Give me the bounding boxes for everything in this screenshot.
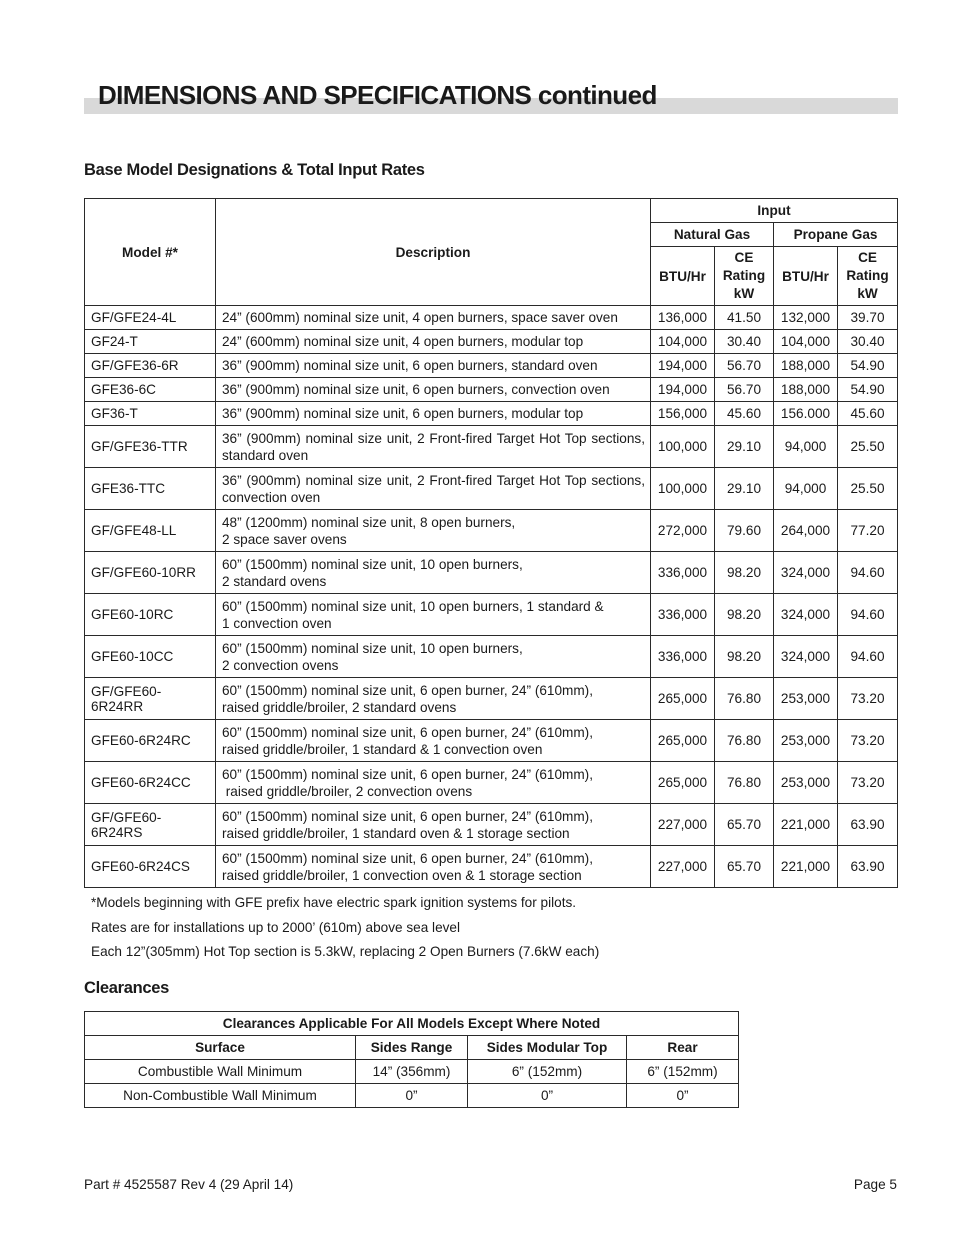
table-row [85,636,898,678]
model-cell: GFE36-TTC [85,468,216,510]
description-line: 36” (900mm) nominal size unit, 6 open burners, modular top [222,406,584,421]
clearance-cell: Combustible Wall Minimum [85,1060,356,1084]
clearance-cell: 0” [627,1084,739,1108]
ng-kw-cell: 98.20 [715,636,774,678]
table-row [85,426,898,468]
model-cell: GFE60-6R24RC [85,720,216,762]
description-cell [216,846,651,888]
model-cell: GFE60-6R24CC [85,762,216,804]
model-cell: GF/GFE24-4L [85,306,216,330]
description-cell [216,594,651,636]
description-line: 24” (600mm) nominal size unit, 4 open burners, modular top [222,334,584,349]
clearance-header-sides-modular-top: Sides Modular Top [468,1036,627,1060]
pg-kw-cell: 94.60 [838,594,898,636]
footnote-gfe-prefix: *Models beginning with GFE prefix have electric spark ignition systems for pilots. [91,895,577,910]
ng-kw-cell: 98.20 [715,594,774,636]
description-line: 1 convection oven [222,615,332,631]
description-line: raised griddle/broiler, 2 standard ovens [222,699,457,715]
ng-btu-cell: 265,000 [651,720,715,762]
pg-btu-cell: 324,000 [774,636,838,678]
page-number: Page 5 [853,1177,897,1192]
ng-kw-cell: 76.80 [715,678,774,720]
ng-btu-cell: 156,000 [651,402,715,426]
pg-kw-cell: 73.20 [838,678,898,720]
pg-kw-cell: 25.50 [838,468,898,510]
model-cell: GFE36-6C [85,378,216,402]
description-cell [216,402,651,426]
pg-kw-cell: 39.70 [838,306,898,330]
description-line: 60” (1500mm) nominal size unit, 10 open burners, [222,640,523,656]
ng-btu-cell: 100,000 [651,426,715,468]
pg-kw-cell: 45.60 [838,402,898,426]
description-cell [216,678,651,720]
clearance-cell: 0” [468,1084,627,1108]
footnote-altitude: Rates are for installations up to 2000’ (610m) above sea level [91,920,461,935]
clearance-cell: 6” (152mm) [627,1060,739,1084]
pg-btu-cell: 264,000 [774,510,838,552]
description-line: 48” (1200mm) nominal size unit, 8 open burners, [222,514,516,530]
description-line: 2 space saver ovens [222,531,347,547]
ng-btu-cell: 265,000 [651,678,715,720]
pg-btu-cell: 324,000 [774,552,838,594]
header-description: Description [216,199,651,306]
ng-btu-cell: 136,000 [651,306,715,330]
description-cell [216,306,651,330]
description-cell [216,468,651,510]
ng-btu-cell: 227,000 [651,846,715,888]
footnote-hot-top: Each 12”(305mm) Hot Top section is 5.3kW, replacing 2 Open Burners (7.6kW each) [91,944,600,959]
rates-section-heading: Base Model Designations & Total Input Rates [84,161,425,179]
pg-btu-cell: 94,000 [774,468,838,510]
table-row [85,552,898,594]
ng-kw-cell: 56.70 [715,354,774,378]
pg-kw-cell: 30.40 [838,330,898,354]
header-model: Model #* [85,199,216,306]
clearance-header-surface: Surface [85,1036,356,1060]
description-line: 60” (1500mm) nominal size unit, 6 open burner, 24” (610mm), [222,808,593,824]
description-line: 36” (900mm) nominal size unit, 2 Front-fired Target Hot Top sections, standard oven [222,430,649,463]
description-line: 60” (1500mm) nominal size unit, 6 open burner, 24” (610mm), [222,724,593,740]
description-line: raised griddle/broiler, 1 standard & 1 convection oven [222,741,543,757]
pg-btu-cell: 253,000 [774,762,838,804]
description-cell [216,720,651,762]
description-cell [216,804,651,846]
description-line: raised griddle/broiler, 1 convection oven & 1 storage section [222,867,582,883]
description-cell [216,552,651,594]
table-row [85,762,898,804]
ng-kw-cell: 29.10 [715,426,774,468]
ng-kw-cell: 79.60 [715,510,774,552]
clearance-cell: 6” (152mm) [468,1060,627,1084]
description-line: 2 convection ovens [222,657,339,673]
description-cell [216,330,651,354]
header-input: Input [651,199,898,223]
ng-kw-cell: 41.50 [715,306,774,330]
description-line: 24” (600mm) nominal size unit, 4 open burners, space saver oven [222,310,618,325]
pg-btu-cell: 221,000 [774,804,838,846]
ng-btu-cell: 336,000 [651,552,715,594]
table-row [85,594,898,636]
pg-btu-cell: 188,000 [774,354,838,378]
pg-btu-cell: 132,000 [774,306,838,330]
model-cell: GFE60-6R24CS [85,846,216,888]
pg-kw-cell: 94.60 [838,636,898,678]
ng-btu-cell: 100,000 [651,468,715,510]
header-pg-btu: BTU/Hr [774,247,838,306]
ng-kw-cell: 65.70 [715,804,774,846]
pg-btu-cell: 253,000 [774,678,838,720]
pg-kw-cell: 63.90 [838,804,898,846]
description-cell [216,762,651,804]
header-ng-ce-rating [715,247,774,306]
table-row [85,846,898,888]
clearances-table [84,1011,739,1108]
ng-btu-cell: 265,000 [651,762,715,804]
pg-kw-cell: 94.60 [838,552,898,594]
ng-kw-cell: 76.80 [715,762,774,804]
table-row [85,468,898,510]
page-title: DIMENSIONS AND SPECIFICATIONS continued [98,80,657,110]
part-number: Part # 4525587 Rev 4 (29 April 14) [84,1177,294,1192]
ng-kw-cell: 65.70 [715,846,774,888]
pg-kw-cell: 77.20 [838,510,898,552]
header-ng-ce-line: kW [733,286,755,301]
pg-kw-cell: 54.90 [838,354,898,378]
clearance-cell: Non-Combustible Wall Minimum [85,1084,356,1108]
description-line: 36” (900mm) nominal size unit, 2 Front-fired Target Hot Top sections, convection oven [222,472,649,505]
pg-kw-cell: 25.50 [838,426,898,468]
header-ng-ce-line: Rating [722,268,766,283]
clearances-section-heading: Clearances [84,979,170,997]
ng-btu-cell: 104,000 [651,330,715,354]
pg-btu-cell: 188,000 [774,378,838,402]
model-cell: GF/GFE60-10RR [85,552,216,594]
header-natural-gas: Natural Gas [651,223,774,247]
table-row [85,1084,739,1108]
model-cell: GF/GFE36-6R [85,354,216,378]
model-cell: GF/GFE48-LL [85,510,216,552]
header-pg-ce-line: kW [857,286,878,301]
pg-kw-cell: 73.20 [838,762,898,804]
ng-kw-cell: 98.20 [715,552,774,594]
ng-btu-cell: 194,000 [651,378,715,402]
pg-btu-cell: 104,000 [774,330,838,354]
table-row [85,306,898,330]
pg-btu-cell: 94,000 [774,426,838,468]
model-cell: GF/GFE36-TTR [85,426,216,468]
ng-btu-cell: 336,000 [651,636,715,678]
header-ng-btu: BTU/Hr [651,247,715,306]
table-row [85,378,898,402]
table-row [85,678,898,720]
clearance-cell: 0” [356,1084,468,1108]
header-pg-ce-line: Rating [846,268,889,283]
description-line: raised griddle/broiler, 1 standard oven & 1 storage section [222,825,570,841]
clearance-cell: 14” (356mm) [356,1060,468,1084]
pg-btu-cell: 156.000 [774,402,838,426]
description-line: 60” (1500mm) nominal size unit, 6 open burner, 24” (610mm), [222,850,593,866]
pg-btu-cell: 221,000 [774,846,838,888]
ng-btu-cell: 336,000 [651,594,715,636]
model-cell: GF24-T [85,330,216,354]
description-line: 60” (1500mm) nominal size unit, 6 open burner, 24” (610mm), [222,682,593,698]
pg-kw-cell: 63.90 [838,846,898,888]
pg-btu-cell: 253,000 [774,720,838,762]
model-cell: GF/GFE60-6R24RR [85,678,216,720]
input-rates-table [84,198,898,888]
ng-btu-cell: 227,000 [651,804,715,846]
clearance-header-rear: Rear [627,1036,739,1060]
description-cell [216,510,651,552]
description-cell [216,354,651,378]
ng-kw-cell: 76.80 [715,720,774,762]
ng-kw-cell: 30.40 [715,330,774,354]
clearances-caption: Clearances Applicable For All Models Except Where Noted [85,1012,739,1036]
table-row [85,804,898,846]
description-cell [216,426,651,468]
model-cell: GFE60-10RC [85,594,216,636]
description-cell [216,378,651,402]
table-row [85,1060,739,1084]
header-ng-ce-line: CE [734,250,754,265]
description-line: 60” (1500mm) nominal size unit, 10 open burners, [222,556,523,572]
header-pg-ce-line: CE [858,250,877,265]
ng-btu-cell: 272,000 [651,510,715,552]
model-cell: GF36-T [85,402,216,426]
description-line: raised griddle/broiler, 2 convection ovens [222,783,473,799]
table-row [85,510,898,552]
ng-btu-cell: 194,000 [651,354,715,378]
description-line: 60” (1500mm) nominal size unit, 6 open burner, 24” (610mm), [222,766,593,782]
ng-kw-cell: 56.70 [715,378,774,402]
table-row [85,720,898,762]
pg-btu-cell: 324,000 [774,594,838,636]
ng-kw-cell: 45.60 [715,402,774,426]
ng-kw-cell: 29.10 [715,468,774,510]
pg-kw-cell: 73.20 [838,720,898,762]
description-line: 2 standard ovens [222,573,327,589]
header-propane-gas: Propane Gas [774,223,898,247]
table-row [85,402,898,426]
pg-kw-cell: 54.90 [838,378,898,402]
description-line: 36” (900mm) nominal size unit, 6 open burners, convection oven [222,382,610,397]
table-row [85,354,898,378]
model-cell: GF/GFE60-6R24RS [85,804,216,846]
model-cell: GFE60-10CC [85,636,216,678]
description-cell [216,636,651,678]
header-pg-ce-rating [838,247,898,306]
clearance-header-sides-range: Sides Range [356,1036,468,1060]
description-line: 36” (900mm) nominal size unit, 6 open burners, standard oven [222,358,598,373]
description-line: 60” (1500mm) nominal size unit, 10 open burners, 1 standard & [222,598,604,614]
table-row [85,330,898,354]
